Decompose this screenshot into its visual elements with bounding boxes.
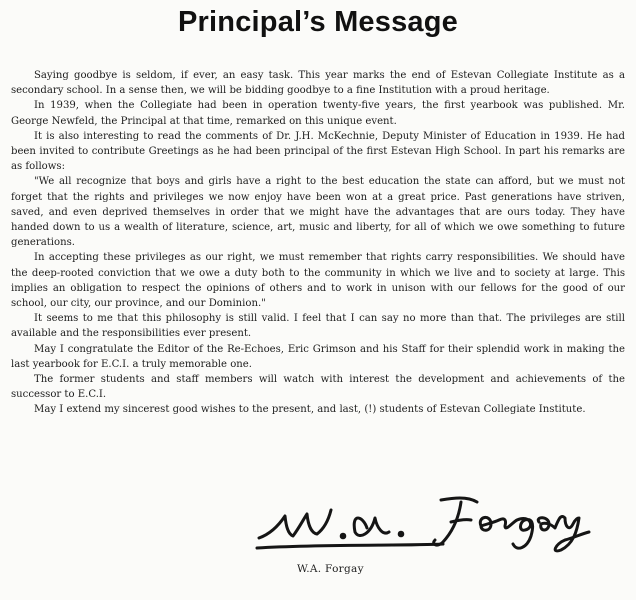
message-body — [11, 68, 625, 418]
paragraph-quote: "We all recognize that boys and girls have a right to the best education the state can afford, but we must not forget that the rights and privileges we now enjoy have been won at a great price. Past generations have striven, saved, and even deprived themselves in order that we might have the advantages that are ours today. They have handed down to us a wealth of literature, science, art, music and liberty, for all of which we owe something to future generations. — [11, 176, 625, 249]
paragraph: It is also interesting to read the comments of Dr. J.H. McKechnie, Deputy Minister of Education in 1939. He had been invited to contribute Greetings as he had been principal of the first Estevan High School. In part his remarks are as follows: — [11, 130, 625, 173]
signatory-name: W.A. Forgay — [297, 563, 364, 575]
paragraph: Saying goodbye is seldom, if ever, an easy task. This year marks the end of Estevan Collegiate Institute as a secondary school. In a sense then, we will be bidding goodbye to a fine Institution with a proud heritage. — [11, 70, 625, 97]
paragraph: May I congratulate the Editor of the Re-Echoes, Eric Grimson and his Staff for their splendid work in making the last yearbook for E.C.I. a truly memorable one. — [11, 343, 625, 370]
handwritten-signature — [255, 488, 625, 558]
paragraph: In 1939, when the Collegiate had been in operation twenty-five years, the first yearbook was published. Mr. George Newfeld, the Principal at that time, remarked on this unique event. — [11, 100, 625, 127]
paragraph: May I extend my sincerest good wishes to the present, and last, (!) students of Estevan Collegiate Institute. — [34, 404, 586, 416]
page-title: Principal’s Message — [178, 6, 458, 38]
paragraph: The former students and staff members will watch with interest the development and achievements of the successor to E.C.I. — [11, 374, 625, 401]
paragraph-quote: In accepting these privileges as our right, we must remember that rights carry responsibilities. We should have the deep-rooted conviction that we owe a duty both to the community in which we live and to society at large. This implies an obligation to respect the opinions of others and to work in unison with our fellows for the good of our school, our city, our province, and our Dominion." — [11, 252, 625, 310]
paragraph: It seems to me that this philosophy is still valid. I feel that I can say no more than that. The privileges are still available and the responsibilities ever present. — [11, 313, 625, 340]
